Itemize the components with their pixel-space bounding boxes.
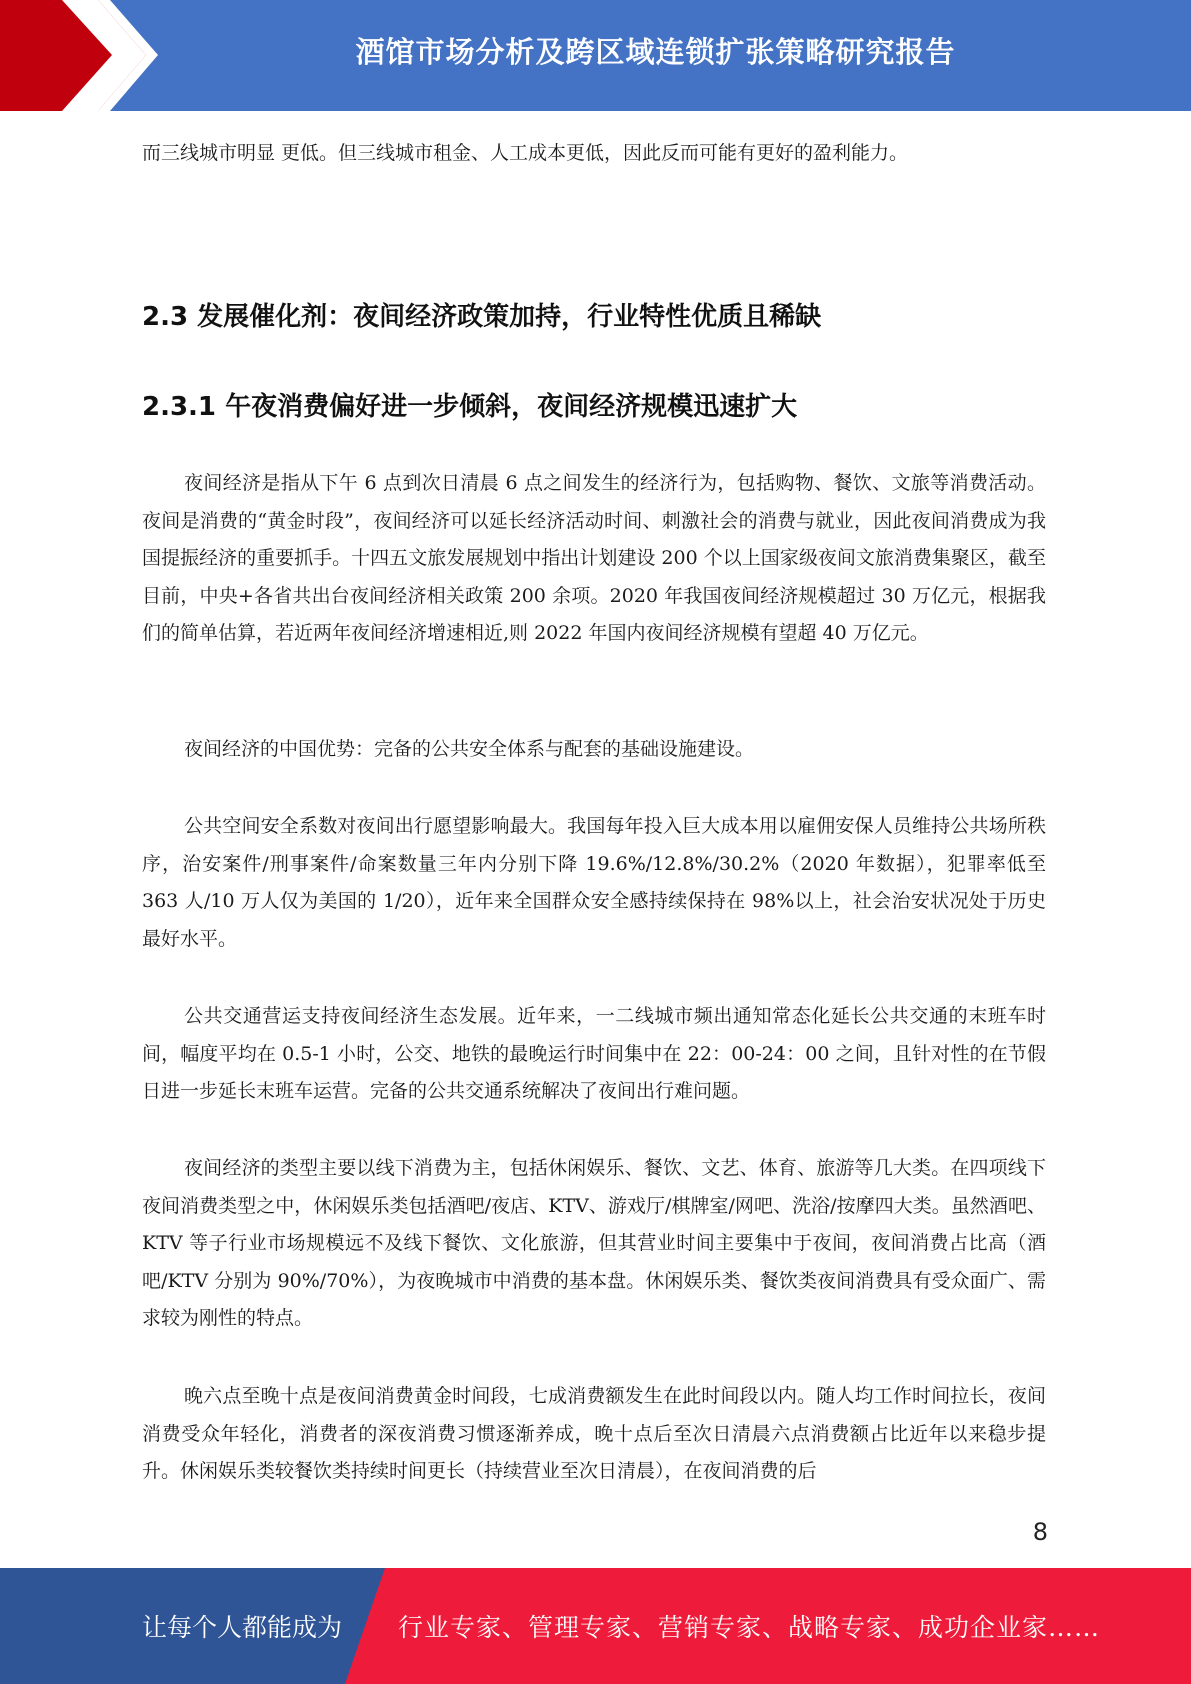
paragraph-consumption-types: 夜间经济的类型主要以线下消费为主，包括休闲娱乐、餐饮、文艺、体育、旅游等几大类。在四项线下夜间消费类型之中，休闲娱乐类包括酒吧/夜店、KTV、游戏厅/棋牌室/网吧、洗浴/按摩四大类。虽然酒吧、KTV 等子行业市场规模远不及线下餐饮、文化旅游，但其营业时间主要集中于夜间，夜间消费占比高（酒吧/KTV 分别为 90%/70%），为夜晚城市中消费的基本盘。休闲娱乐类、餐饮类夜间消费具有受众面广、需求较为刚性的特点。	[142, 1157, 1046, 1329]
footer-slogan-left: 让每个人都能成为	[142, 1613, 343, 1642]
footer-slogan-right: 行业专家、管理专家、营销专家、战略专家、成功企业家……	[398, 1613, 1101, 1642]
paragraph-golden-hours: 晚六点至晚十点是夜间消费黄金时间段，七成消费额发生在此时间段以内。随人均工作时间拉长，夜间消费受众年轻化，消费者的深夜消费习惯逐渐养成，晚十点后至次日清晨六点消费额占比近年以来稳步提升。休闲娱乐类较餐饮类持续时间更长（持续营业至次日清晨），在夜间消费的后	[142, 1385, 1046, 1482]
report-title: 酒馆市场分析及跨区域连锁扩张策略研究报告	[355, 34, 956, 69]
paragraph-public-transport: 公共交通营运支持夜间经济生态发展。近年来，一二线城市频出通知常态化延长公共交通的末班车时间，幅度平均在 0.5-1 小时，公交、地铁的最晚运行时间集中在 22：00-24：00 之间，且针对性的在节假日进一步延长末班车运营。完备的公共交通系统解决了夜间出行难问题。	[142, 1005, 1046, 1102]
paragraph-china-advantage: 夜间经济的中国优势：完备的公共安全体系与配套的基础设施建设。	[184, 738, 755, 760]
page-number: 8	[1032, 1518, 1048, 1546]
paragraph-public-safety: 公共空间安全系数对夜间出行愿望影响最大。我国每年投入巨大成本用以雇佣安保人员维持公共场所秩序，治安案件/刑事案件/命案数量三年内分别下降 19.6%/12.8%/30.2%（2020 年数据），犯罪率低至 363 人/10 万人仅为美国的 1/20），近年来全国群众安全感持续保持在 98%以上，社会治安状况处于历史最好水平。	[142, 815, 1046, 950]
page-header	[0, 0, 1191, 111]
section-heading: 2.3 发展催化剂：夜间经济政策加持，行业特性优质且稀缺	[142, 302, 822, 332]
paragraph-night-economy: 夜间经济是指从下午 6 点到次日清晨 6 点之间发生的经济行为，包括购物、餐饮、文旅等消费活动。夜间是消费的“黄金时段”，夜间经济可以延长经济活动时间、刺激社会的消费与就业，因此夜间消费成为我国提振经济的重要抓手。十四五文旅发展规划中指出计划建设 200 个以上国家级夜间文旅消费集聚区，截至目前，中央+各省共出台夜间经济相关政策 200 余项。2020 年我国夜间经济规模超过 30 万亿元，根据我们的简单估算，若近两年夜间经济增速相近,则 2022 年国内夜间经济规模有望超 40 万亿元。	[142, 472, 1046, 644]
page-footer	[0, 1568, 1191, 1684]
subsection-heading: 2.3.1 午夜消费偏好进一步倾斜，夜间经济规模迅速扩大	[142, 392, 798, 422]
intro-line: 而三线城市明显 更低。但三线城市租金、人工成本更低，因此反而可能有更好的盈利能力。	[142, 142, 909, 164]
